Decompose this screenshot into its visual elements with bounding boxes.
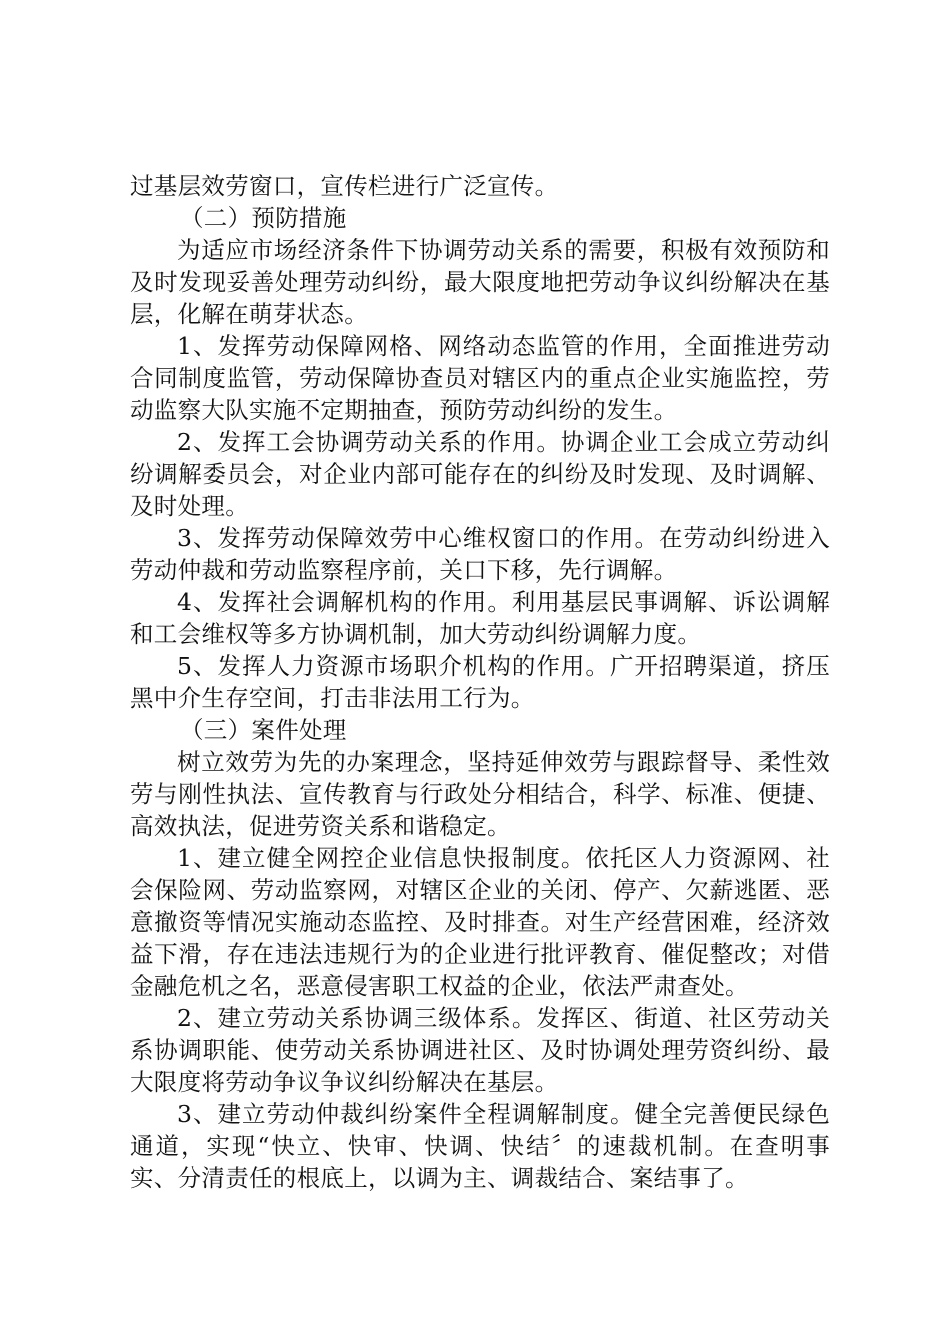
paragraph-case-item-3: 3、建立劳动仲裁纠纷案件全程调解制度。健全完善便民绿色通道，实现“快立、快审、快调、快结〞的速裁机制。在查明事实、分清责任的根底上，以调为主、调裁结合、案结事了。 [130, 1100, 830, 1192]
paragraph-case-item-2: 2、建立劳动关系协调三级体系。发挥区、街道、社区劳动关系协调职能、使劳动关系协调进社区、及时协调处理劳资纠纷、最大限度将劳动争议争议纠纷解决在基层。 [130, 1004, 830, 1096]
section-heading-case-handling: （三）案件处理 [180, 716, 347, 744]
paragraph-prevention-item-3: 3、发挥劳动保障效劳中心维权窗口的作用。在劳动纠纷进入劳动仲裁和劳动监察程序前，关口下移，先行调解。 [130, 524, 830, 584]
paragraph-prevention-item-1: 1、发挥劳动保障网格、网络动态监管的作用，全面推进劳动合同制度监管，劳动保障协查员对辖区内的重点企业实施监控，劳动监察大队实施不定期抽查，预防劳动纠纷的发生。 [130, 332, 830, 424]
paragraph-continuation: 过基层效劳窗口，宣传栏进行广泛宣传。 [130, 172, 559, 200]
paragraph-prevention-intro: 为适应市场经济条件下协调劳动关系的需要，积极有效预防和及时发现妥善处理劳动纠纷，最大限度地把劳动争议纠纷解决在基层，化解在萌芽状态。 [130, 236, 830, 328]
paragraph-case-intro: 树立效劳为先的办案理念，坚持延伸效劳与跟踪督导、柔性效劳与刚性执法、宣传教育与行政处分相结合，科学、标准、便捷、高效执法，促进劳资关系和谐稳定。 [130, 748, 830, 840]
paragraph-prevention-item-5: 5、发挥人力资源市场职介机构的作用。广开招聘渠道，挤压黑中介生存空间，打击非法用工行为。 [130, 652, 830, 712]
document-body [130, 170, 830, 1194]
paragraph-prevention-item-4: 4、发挥社会调解机构的作用。利用基层民事调解、诉讼调解和工会维权等多方协调机制，加大劳动纠纷调解力度。 [130, 588, 830, 648]
paragraph-case-item-1: 1、建立健全网控企业信息快报制度。依托区人力资源网、社会保险网、劳动监察网，对辖区企业的关闭、停产、欠薪逃匿、恶意撤资等情况实施动态监控、及时排查。对生产经营困难，经济效益下滑，存在违法违规行为的企业进行批评教育、催促整改；对借金融危机之名，恶意侵害职工权益的企业，依法严肃查处。 [130, 844, 830, 1000]
section-heading-prevention: （二）预防措施 [180, 204, 347, 232]
paragraph-prevention-item-2: 2、发挥工会协调劳动关系的作用。协调企业工会成立劳动纠纷调解委员会，对企业内部可能存在的纠纷及时发现、及时调解、及时处理。 [130, 428, 830, 520]
